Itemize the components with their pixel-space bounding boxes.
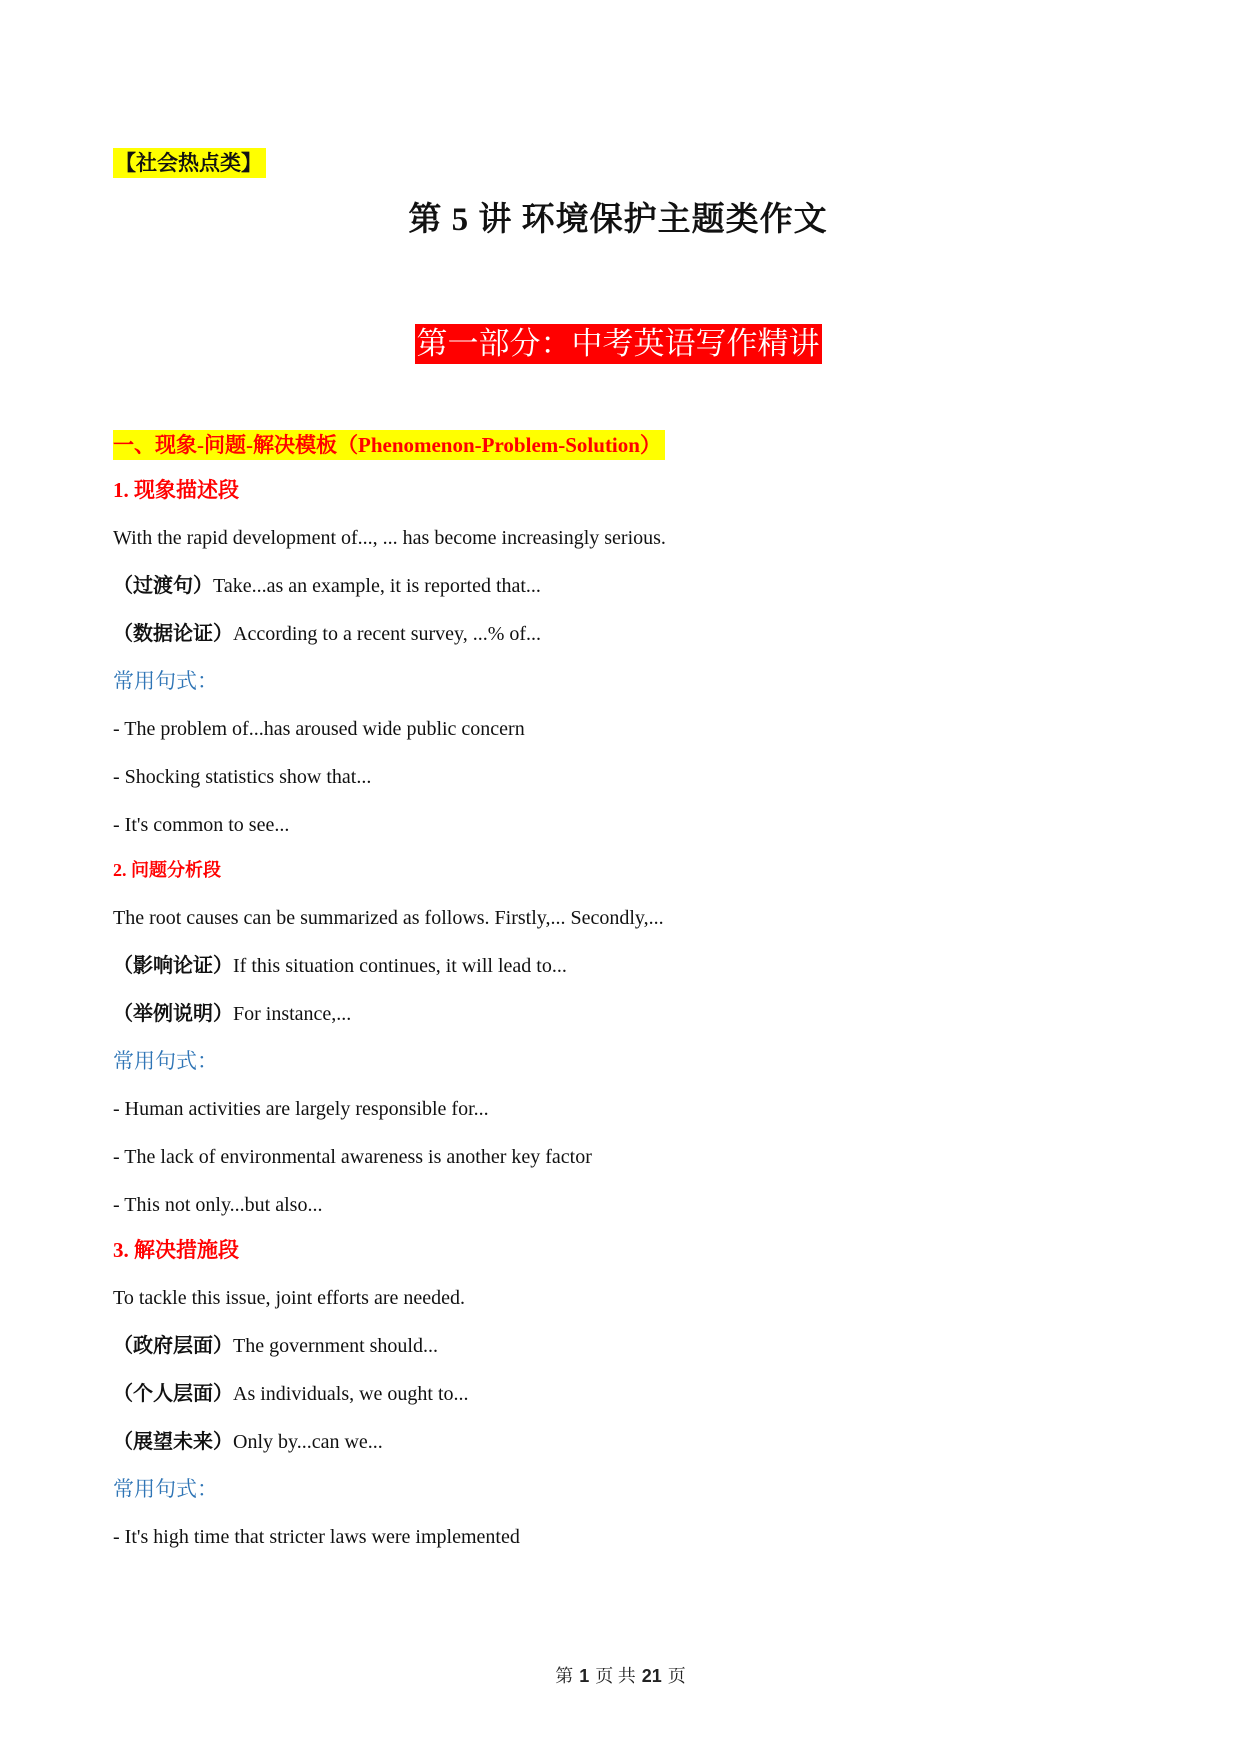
s3-line-3 [113,1379,1123,1409]
lecture-title: 第 5 讲 环境保护主题类作文 [408,202,828,238]
s1-line-2 [113,571,1123,601]
s2-line-2-label: （影响论证） [113,955,233,977]
page-content [113,148,1123,1552]
s3-line-2-label: （政府层面） [113,1335,233,1357]
s3-line-2-text: The government should... [233,1335,438,1357]
s1-line-3 [113,619,1123,649]
s3-line-4 [113,1427,1123,1457]
s1-line-3-label: （数据论证） [113,623,233,645]
s2-pattern-3: - This not only...but also... [113,1194,323,1216]
s3-patterns-heading: 常用句式： [113,1477,218,1501]
s1-patterns-heading: 常用句式： [113,669,218,693]
s1-pattern-2: - Shocking statistics show that... [113,766,372,788]
part-title-wrap [113,324,1123,364]
s2-line-2-text: If this situation continues, it will lead to... [233,955,567,977]
s2-line-2 [113,951,1123,981]
s1-pattern-1: - The problem of...has aroused wide public concern [113,718,525,740]
footer-mid: 页 共 [595,1666,636,1686]
s2-pattern-1: - Human activities are largely responsible for... [113,1098,489,1120]
s1-line-3-text: According to a recent survey, ...% of... [233,623,542,645]
s1-line-1: With the rapid development of..., ... has become increasingly serious. [113,527,666,549]
s1-line-2-label: （过渡句） [113,575,213,597]
footer-pre: 第 [555,1666,574,1686]
footer-total-pages: 21 [641,1666,662,1686]
category-tag: 【社会热点类】 [113,148,266,178]
s3-pattern-1: - It's high time that stricter laws were implemented [113,1526,520,1548]
footer-page-number: 1 [579,1666,590,1686]
s3-line-1: To tackle this issue, joint efforts are needed. [113,1287,466,1309]
section-title: 一、现象-问题-解决模板（Phenomenon-Problem-Solution） [113,430,665,460]
subsection-3-title: 3. 解决措施段 [113,1238,239,1262]
s2-line-3 [113,999,1123,1029]
s3-line-3-text: As individuals, we ought to... [233,1383,469,1405]
subsection-1-title: 1. 现象描述段 [113,478,239,502]
s2-pattern-2: - The lack of environmental awareness is another key factor [113,1146,592,1168]
s2-line-3-label: （举例说明） [113,1003,233,1025]
s3-line-3-label: （个人层面） [113,1383,233,1405]
subsection-2-title: 2. 问题分析段 [113,860,221,880]
s3-line-4-label: （展望未来） [113,1431,233,1453]
page-footer [0,1662,1241,1688]
s2-line-1: The root causes can be summarized as follows. Firstly,... Secondly,... [113,907,664,929]
part-title: 第一部分：中考英语写作精讲 [415,324,822,364]
s2-patterns-heading: 常用句式： [113,1049,218,1073]
s3-line-2 [113,1331,1123,1361]
s1-line-2-text: Take...as an example, it is reported that... [213,575,541,597]
s3-line-4-text: Only by...can we... [233,1431,383,1453]
s2-line-3-text: For instance,... [233,1003,352,1025]
footer-post: 页 [667,1666,686,1686]
s1-pattern-3: - It's common to see... [113,814,290,836]
